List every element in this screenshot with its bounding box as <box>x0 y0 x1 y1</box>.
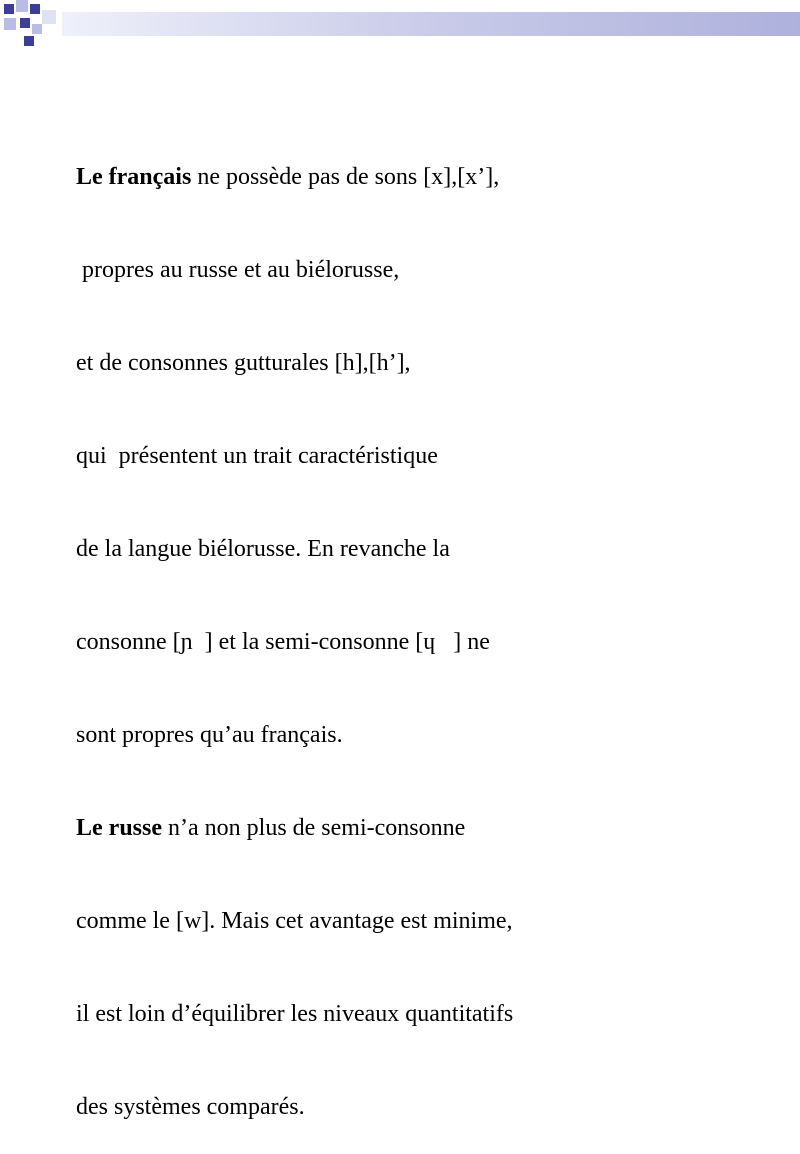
text-line: des systèmes comparés. <box>76 1094 305 1120</box>
text-line: propres au russe et au biélorusse, <box>76 257 400 283</box>
deco-square <box>24 36 34 46</box>
deco-square <box>4 4 14 14</box>
deco-square <box>42 10 56 24</box>
deco-square <box>4 18 16 30</box>
slide-body <box>76 100 716 1154</box>
text-line: Le russe n’a non plus de semi-consonne <box>76 815 466 841</box>
text-line: qui présentent un trait caractéristique <box>76 443 438 469</box>
text-line: consonne [ɲ ] et la semi-consonne [ɥ ] ne <box>76 629 490 655</box>
text-line: comme le [w]. Mais cet avantage est minime, <box>76 908 513 934</box>
text-line: il est loin d’équilibrer les niveaux quantitatifs <box>76 1001 514 1027</box>
deco-square <box>16 0 28 12</box>
deco-square <box>32 24 42 34</box>
header-decoration <box>0 0 800 50</box>
text-line: Le français ne possède pas de sons [x],[x’], <box>76 164 500 190</box>
text-line: sont propres qu’au français. <box>76 722 343 748</box>
text-line: de la langue biélorusse. En revanche la <box>76 536 450 562</box>
header-band <box>62 12 800 36</box>
text-line: et de consonnes gutturales [h],[h’], <box>76 350 411 376</box>
deco-square <box>20 18 30 28</box>
deco-square <box>30 4 40 14</box>
